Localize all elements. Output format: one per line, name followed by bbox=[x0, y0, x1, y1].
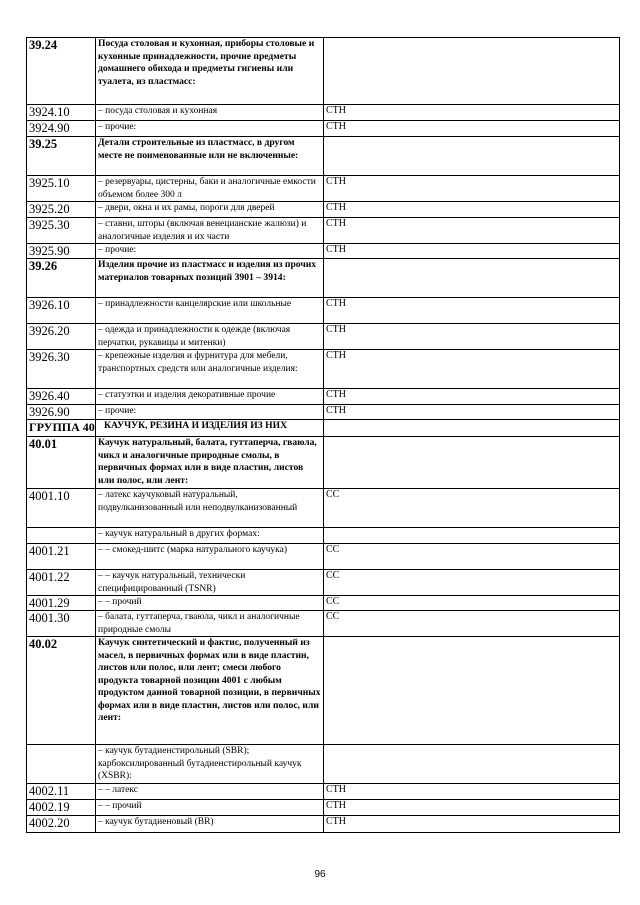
description-cell: – посуда столовая и кухонная bbox=[96, 105, 324, 121]
table-row bbox=[27, 489, 620, 528]
table-row bbox=[27, 137, 620, 176]
description-cell: Каучук натуральный, балата, гуттаперча, гваюла, чикл и аналогичные природные смолы, в первичных формах или в виде пластин, листов или полос, или лент: bbox=[96, 437, 324, 489]
table-row bbox=[27, 611, 620, 637]
description-cell: – прочие: bbox=[96, 121, 324, 137]
certification-cell: СТН bbox=[324, 218, 620, 244]
hs-code-cell: 4001.10 bbox=[27, 489, 96, 528]
certification-cell bbox=[324, 637, 620, 745]
hs-code-cell: 40.02 bbox=[27, 637, 96, 745]
table-row bbox=[27, 799, 620, 815]
certification-cell: СТН bbox=[324, 202, 620, 218]
table-row bbox=[27, 218, 620, 244]
hs-code-cell: 4002.11 bbox=[27, 783, 96, 799]
description-cell: Посуда столовая и кухонная, приборы столовые и кухонные принадлежности, прочие предметы домашнего обихода и предметы гигиены или туалета, из пластмасс: bbox=[96, 38, 324, 105]
certification-cell: СС bbox=[324, 596, 620, 611]
table-row bbox=[27, 38, 620, 105]
hs-code-cell: 4001.22 bbox=[27, 570, 96, 596]
hs-code-cell: 39.24 bbox=[27, 38, 96, 105]
table-row bbox=[27, 405, 620, 420]
certification-cell: СС bbox=[324, 611, 620, 637]
certification-cell bbox=[324, 38, 620, 105]
hs-code-cell: 3926.40 bbox=[27, 389, 96, 405]
certification-cell bbox=[324, 745, 620, 784]
description-cell: – – прочий bbox=[96, 596, 324, 611]
certification-cell bbox=[324, 420, 620, 437]
certification-cell: СТН bbox=[324, 783, 620, 799]
certification-cell bbox=[324, 137, 620, 176]
hs-code-cell bbox=[27, 745, 96, 784]
hs-code-cell: 4001.21 bbox=[27, 544, 96, 570]
hs-code-cell: ГРУППА 40 bbox=[27, 420, 96, 437]
certification-cell bbox=[324, 437, 620, 489]
certification-cell: СТН bbox=[324, 121, 620, 137]
table-row bbox=[27, 637, 620, 745]
table-row bbox=[27, 350, 620, 389]
hs-code-cell: 3925.20 bbox=[27, 202, 96, 218]
certification-cell: СТН bbox=[324, 244, 620, 259]
hs-code-cell: 4002.20 bbox=[27, 815, 96, 832]
table-row bbox=[27, 105, 620, 121]
hs-code-cell: 3924.90 bbox=[27, 121, 96, 137]
certification-cell: СС bbox=[324, 544, 620, 570]
table-row bbox=[27, 544, 620, 570]
description-cell: – каучук натуральный в других формах: bbox=[96, 528, 324, 544]
description-cell: – прочие: bbox=[96, 244, 324, 259]
hs-code-cell: 4002.19 bbox=[27, 799, 96, 815]
description-cell: – – латекс bbox=[96, 783, 324, 799]
hs-code-cell: 3925.90 bbox=[27, 244, 96, 259]
hs-code-cell: 3925.30 bbox=[27, 218, 96, 244]
certification-cell: СТН bbox=[324, 105, 620, 121]
hs-code-cell: 3925.10 bbox=[27, 176, 96, 202]
certification-cell: СТН bbox=[324, 799, 620, 815]
certification-cell: СТН bbox=[324, 815, 620, 832]
table-row bbox=[27, 437, 620, 489]
certification-cell: СТН bbox=[324, 324, 620, 350]
table-body bbox=[27, 38, 620, 833]
hs-code-cell: 3926.30 bbox=[27, 350, 96, 389]
table-row bbox=[27, 202, 620, 218]
table-row bbox=[27, 176, 620, 202]
description-cell: – каучук бутадиеновый (BR) bbox=[96, 815, 324, 832]
description-cell: – – каучук натуральный, технически специфицированный (TSNR) bbox=[96, 570, 324, 596]
hs-code-cell: 39.25 bbox=[27, 137, 96, 176]
description-cell: КАУЧУК, РЕЗИНА И ИЗДЕЛИЯ ИЗ НИХ bbox=[96, 420, 324, 437]
table-row bbox=[27, 783, 620, 799]
certification-cell bbox=[324, 259, 620, 298]
certification-cell: СТН bbox=[324, 176, 620, 202]
table-row bbox=[27, 596, 620, 611]
tariff-code-table bbox=[26, 37, 620, 833]
hs-code-cell: 39.26 bbox=[27, 259, 96, 298]
hs-code-cell: 40.01 bbox=[27, 437, 96, 489]
certification-cell: СТН bbox=[324, 350, 620, 389]
table-row bbox=[27, 324, 620, 350]
table-row bbox=[27, 259, 620, 298]
certification-cell: СТН bbox=[324, 298, 620, 324]
description-cell: Каучук синтетический и фактис, полученный из масел, в первичных формах или в виде пластин, листов или полос, или лент; смеси любого продукта товарной позиции 4001 с любым продуктом данной товарной позиции, в первичных формах или в виде пластин, листов или полос, или лент: bbox=[96, 637, 324, 745]
hs-code-cell: 3924.10 bbox=[27, 105, 96, 121]
hs-code-cell: 4001.29 bbox=[27, 596, 96, 611]
description-cell: – – смокед-шитс (марка натурального каучука) bbox=[96, 544, 324, 570]
hs-code-cell: 3926.90 bbox=[27, 405, 96, 420]
description-cell: – – прочий bbox=[96, 799, 324, 815]
description-cell: Детали строительные из пластмасс, в другом месте не поименованные или не включенные: bbox=[96, 137, 324, 176]
table-row bbox=[27, 745, 620, 784]
certification-cell: СС bbox=[324, 570, 620, 596]
group-header-row bbox=[27, 420, 620, 437]
table-row bbox=[27, 121, 620, 137]
table-row bbox=[27, 298, 620, 324]
description-cell: – латекс каучуковый натуральный, подвулканизованный или неподвулканизованный bbox=[96, 489, 324, 528]
description-cell: – прочие: bbox=[96, 405, 324, 420]
certification-cell: СС bbox=[324, 489, 620, 528]
table-row bbox=[27, 815, 620, 832]
description-cell: – статуэтки и изделия декоративные прочие bbox=[96, 389, 324, 405]
description-cell: – ставни, шторы (включая венецианские жалюзи) и аналогичные изделия и их части bbox=[96, 218, 324, 244]
description-cell: – каучук бутадиенстирольный (SBR); карбоксилированный бутадиенстирольный каучук (XSBR): bbox=[96, 745, 324, 784]
certification-cell: СТН bbox=[324, 405, 620, 420]
certification-cell: СТН bbox=[324, 389, 620, 405]
table-row bbox=[27, 244, 620, 259]
page-number: 96 bbox=[314, 869, 326, 880]
table-row bbox=[27, 528, 620, 544]
table-row bbox=[27, 389, 620, 405]
hs-code-cell: 3926.20 bbox=[27, 324, 96, 350]
certification-cell bbox=[324, 528, 620, 544]
description-cell: – двери, окна и их рамы, пороги для дверей bbox=[96, 202, 324, 218]
description-cell: – принадлежности канцелярские или школьные bbox=[96, 298, 324, 324]
hs-code-cell bbox=[27, 528, 96, 544]
description-cell: – одежда и принадлежности к одежде (включая перчатки, рукавицы и митенки) bbox=[96, 324, 324, 350]
table-row bbox=[27, 570, 620, 596]
hs-code-cell: 3926.10 bbox=[27, 298, 96, 324]
description-cell: – резервуары, цистерны, баки и аналогичные емкости объемом более 300 л bbox=[96, 176, 324, 202]
description-cell: – балата, гуттаперча, гваюла, чикл и аналогичные природные смолы bbox=[96, 611, 324, 637]
description-cell: – крепежные изделия и фурнитура для мебели, транспортных средств или аналогичные изделия: bbox=[96, 350, 324, 389]
hs-code-cell: 4001.30 bbox=[27, 611, 96, 637]
description-cell: Изделия прочие из пластмасс и изделия из прочих материалов товарных позиций 3901 – 3914: bbox=[96, 259, 324, 298]
